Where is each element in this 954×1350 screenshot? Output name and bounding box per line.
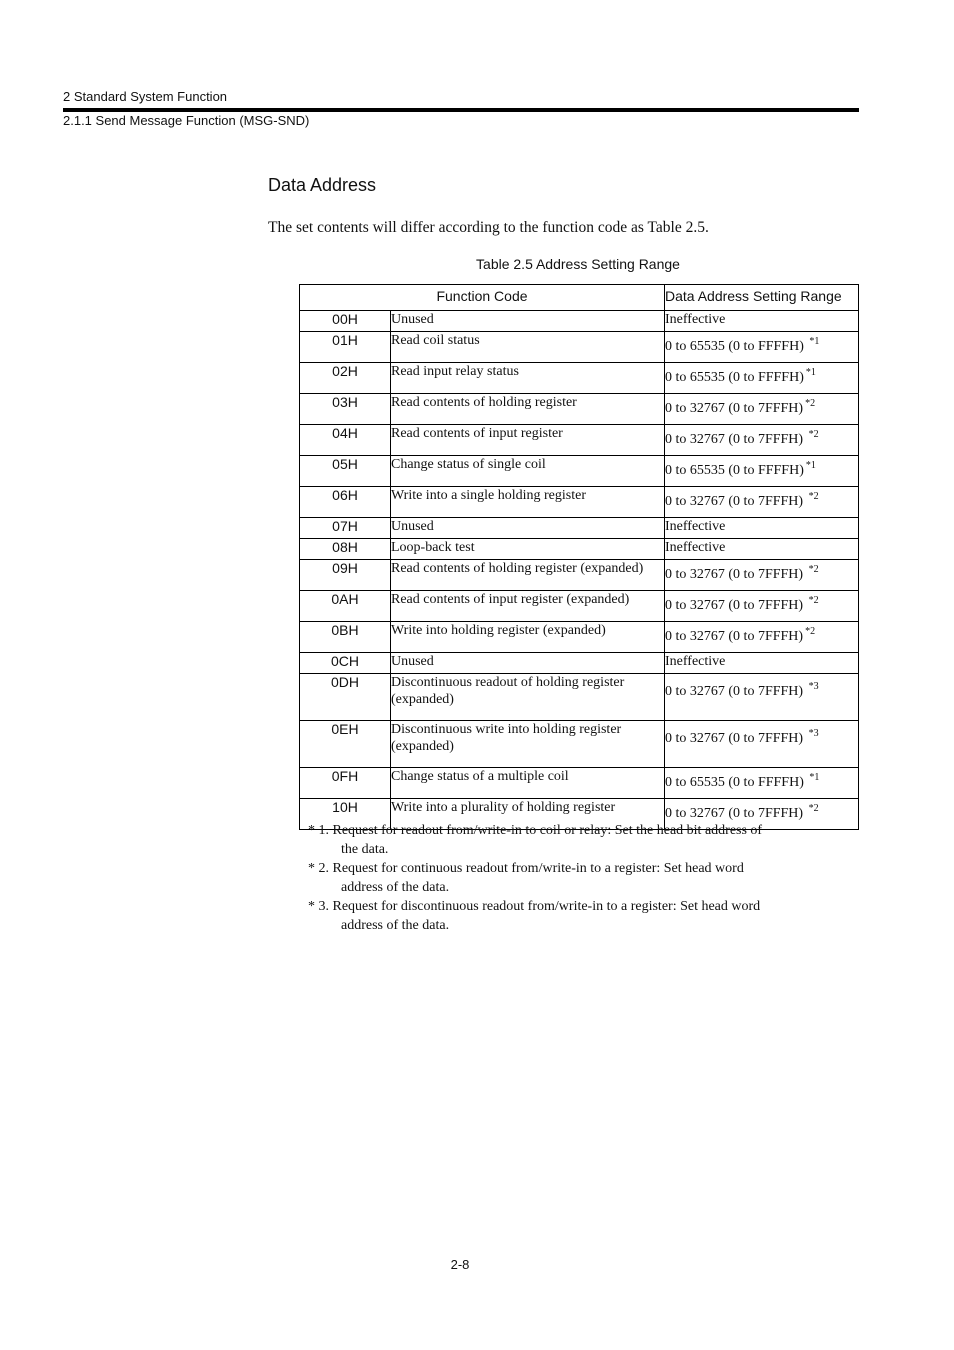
function-description-cell: Unused bbox=[391, 518, 665, 539]
table-row bbox=[300, 539, 859, 560]
table-caption: Table 2.5 Address Setting Range bbox=[476, 256, 680, 272]
address-range-cell bbox=[665, 539, 859, 560]
table-row bbox=[300, 332, 859, 363]
function-code-cell: 08H bbox=[300, 539, 391, 560]
address-setting-range-table bbox=[299, 284, 859, 830]
function-code-cell: 03H bbox=[300, 394, 391, 425]
address-range-value: 0 to 32767 (0 to 7FFFH) bbox=[665, 684, 807, 699]
table-row bbox=[300, 622, 859, 653]
table-row bbox=[300, 653, 859, 674]
footnote-reference: *2 bbox=[808, 564, 819, 575]
address-range-value: 0 to 32767 (0 to 7FFFH) bbox=[665, 598, 807, 613]
footnote-reference: *2 bbox=[808, 429, 819, 440]
table-row bbox=[300, 363, 859, 394]
address-range-cell bbox=[665, 487, 859, 518]
function-code-cell: 06H bbox=[300, 487, 391, 518]
function-code-cell: 0EH bbox=[300, 721, 391, 768]
address-range-cell bbox=[665, 332, 859, 363]
address-range-value: 0 to 32767 (0 to 7FFFH) bbox=[665, 494, 807, 509]
footnote-reference: *3 bbox=[808, 728, 819, 739]
footnote-1: * 1. Request for readout from/write-in to coil or relay: Set the head bit address of the data. bbox=[308, 823, 763, 857]
function-description-cell: Change status of a multiple coil bbox=[391, 768, 665, 799]
footnote-reference: *1 bbox=[809, 336, 820, 347]
function-code-cell: 07H bbox=[300, 518, 391, 539]
address-range-cell bbox=[665, 622, 859, 653]
header-function-code: Function Code bbox=[300, 285, 665, 311]
section-heading: Data Address bbox=[268, 175, 377, 195]
address-range-value: 0 to 65535 (0 to FFFFH) bbox=[665, 463, 804, 478]
footnote-3: * 3. Request for discontinuous readout from/write-in to a register: Set head word address of the data. bbox=[308, 899, 761, 933]
address-range-cell bbox=[665, 560, 859, 591]
function-code-cell: 10H bbox=[300, 799, 391, 830]
function-description-cell: Discontinuous write into holding register (expanded) bbox=[391, 721, 665, 768]
function-code-cell: 00H bbox=[300, 311, 391, 332]
function-description-cell: Read contents of input register (expanded) bbox=[391, 591, 665, 622]
page-number: 2-8 bbox=[450, 1257, 470, 1272]
table-header-row bbox=[300, 285, 859, 311]
address-range-value: Ineffective bbox=[665, 654, 726, 669]
function-description-cell: Change status of single coil bbox=[391, 456, 665, 487]
function-code-cell: 09H bbox=[300, 560, 391, 591]
footnote-reference: *2 bbox=[805, 626, 816, 637]
table-row bbox=[300, 487, 859, 518]
address-range-value: 0 to 32767 (0 to 7FFFH) bbox=[665, 629, 804, 644]
address-range-value: Ineffective bbox=[665, 519, 726, 534]
function-description-cell: Write into a plurality of holding register bbox=[391, 799, 665, 830]
table-row bbox=[300, 311, 859, 332]
footnote-reference: *2 bbox=[808, 491, 819, 502]
function-description-cell: Read contents of input register bbox=[391, 425, 665, 456]
address-range-value: 0 to 65535 (0 to FFFFH) bbox=[665, 370, 804, 385]
footnote-reference: *1 bbox=[805, 460, 816, 471]
function-description-cell: Loop-back test bbox=[391, 539, 665, 560]
function-description-cell: Discontinuous readout of holding register (expanded) bbox=[391, 674, 665, 721]
address-range-cell bbox=[665, 768, 859, 799]
function-code-cell: 02H bbox=[300, 363, 391, 394]
intro-paragraph: The set contents will differ according to the function code as Table 2.5. bbox=[268, 219, 709, 236]
address-range-value: 0 to 32767 (0 to 7FFFH) bbox=[665, 567, 807, 582]
header-chapter: 2 Standard System Function bbox=[63, 89, 228, 104]
address-range-cell bbox=[665, 394, 859, 425]
function-description-cell: Read contents of holding register (expanded) bbox=[391, 560, 665, 591]
address-range-cell bbox=[665, 653, 859, 674]
address-range-cell bbox=[665, 425, 859, 456]
address-range-value: 0 to 65535 (0 to FFFFH) bbox=[665, 775, 808, 790]
address-range-value: 0 to 32767 (0 to 7FFFH) bbox=[665, 401, 804, 416]
function-code-cell: 0DH bbox=[300, 674, 391, 721]
address-range-value: Ineffective bbox=[665, 540, 726, 555]
function-description-cell: Write into a single holding register bbox=[391, 487, 665, 518]
function-description-cell: Unused bbox=[391, 311, 665, 332]
function-code-cell: 0FH bbox=[300, 768, 391, 799]
address-range-cell bbox=[665, 456, 859, 487]
address-range-cell bbox=[665, 363, 859, 394]
address-range-value: 0 to 65535 (0 to FFFFH) bbox=[665, 339, 808, 354]
footnote-2: * 2. Request for continuous readout from/write-in to a register: Set head word address of the data. bbox=[308, 861, 744, 895]
address-range-cell bbox=[665, 591, 859, 622]
table-row bbox=[300, 518, 859, 539]
table-row bbox=[300, 591, 859, 622]
footnote-reference: *1 bbox=[809, 772, 820, 783]
function-description-cell: Read input relay status bbox=[391, 363, 665, 394]
function-description-cell: Read coil status bbox=[391, 332, 665, 363]
header-data-address-range: Data Address Setting Range bbox=[665, 285, 859, 311]
function-code-cell: 0CH bbox=[300, 653, 391, 674]
address-range-cell bbox=[665, 518, 859, 539]
function-description-cell: Write into holding register (expanded) bbox=[391, 622, 665, 653]
header-rule bbox=[63, 108, 859, 112]
address-range-cell bbox=[665, 674, 859, 721]
function-code-cell: 01H bbox=[300, 332, 391, 363]
address-range-cell bbox=[665, 311, 859, 332]
address-range-value: 0 to 32767 (0 to 7FFFH) bbox=[665, 806, 807, 821]
table-row bbox=[300, 674, 859, 721]
footnote-reference: *1 bbox=[805, 367, 816, 378]
footnote-reference: *2 bbox=[808, 595, 819, 606]
table-row bbox=[300, 394, 859, 425]
table-body bbox=[300, 311, 859, 830]
function-code-cell: 0AH bbox=[300, 591, 391, 622]
function-code-cell: 04H bbox=[300, 425, 391, 456]
footnote-reference: *2 bbox=[808, 803, 819, 814]
table-row bbox=[300, 768, 859, 799]
address-range-value: Ineffective bbox=[665, 312, 726, 327]
footnote-reference: *2 bbox=[805, 398, 816, 409]
footnotes bbox=[308, 821, 778, 935]
address-range-value: 0 to 32767 (0 to 7FFFH) bbox=[665, 432, 807, 447]
address-range-value: 0 to 32767 (0 to 7FFFH) bbox=[665, 731, 807, 746]
function-description-cell: Read contents of holding register bbox=[391, 394, 665, 425]
address-range-cell bbox=[665, 721, 859, 768]
footnote-reference: *3 bbox=[808, 681, 819, 692]
table-row bbox=[300, 456, 859, 487]
table-row bbox=[300, 560, 859, 591]
table-row bbox=[300, 425, 859, 456]
table-row bbox=[300, 721, 859, 768]
function-code-cell: 0BH bbox=[300, 622, 391, 653]
function-code-cell: 05H bbox=[300, 456, 391, 487]
header-section: 2.1.1 Send Message Function (MSG-SND) bbox=[63, 113, 310, 128]
function-description-cell: Unused bbox=[391, 653, 665, 674]
